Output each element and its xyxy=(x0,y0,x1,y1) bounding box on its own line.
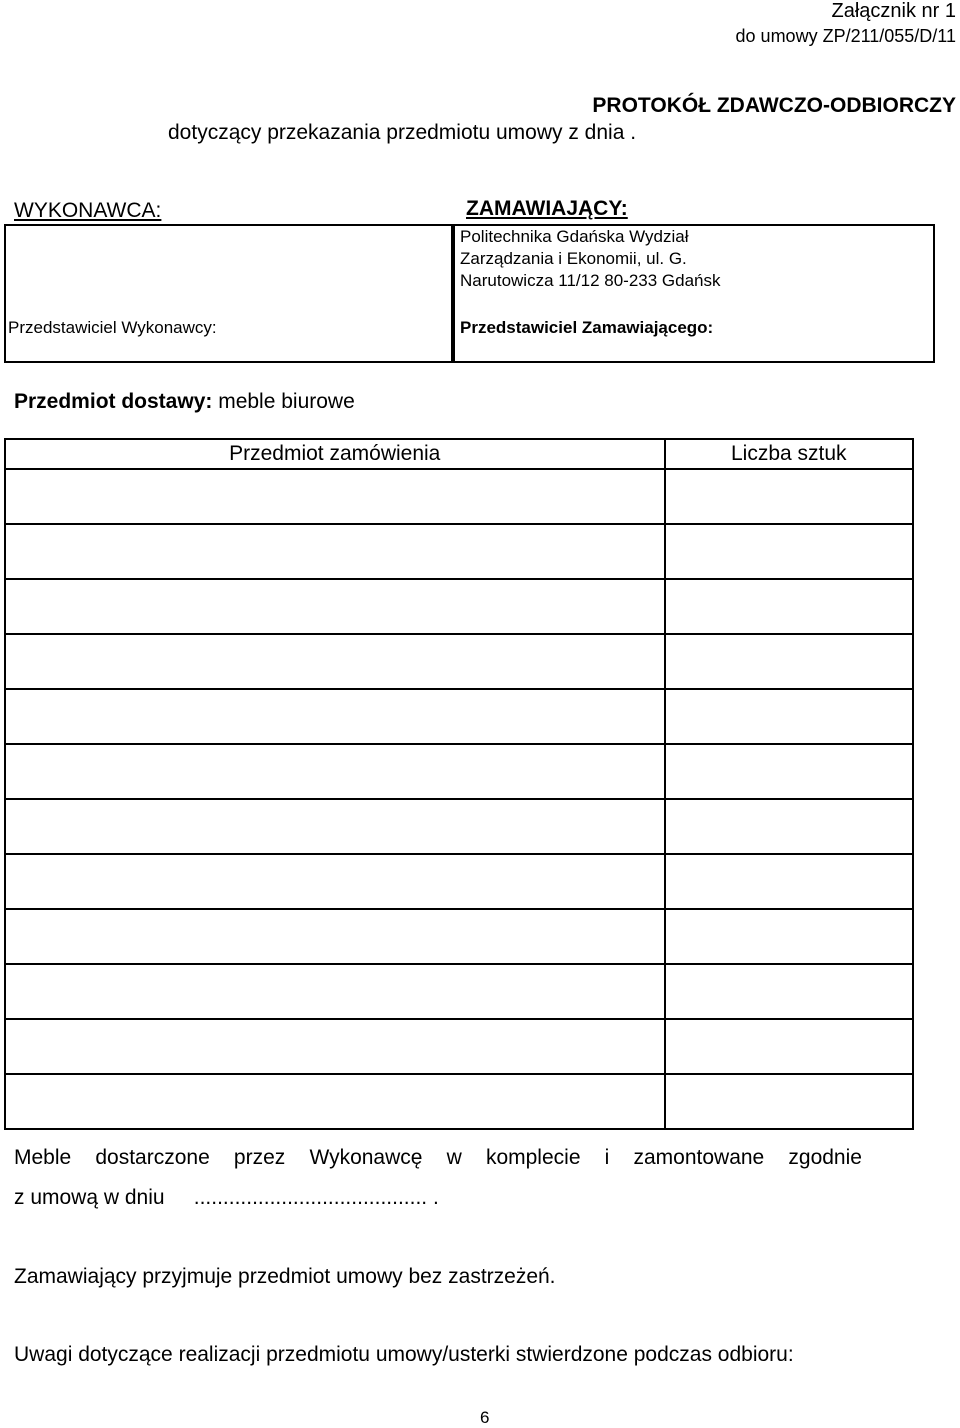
table-row xyxy=(5,689,913,744)
table-row xyxy=(5,579,913,634)
statement-word: przez xyxy=(233,1146,286,1169)
item-cell[interactable] xyxy=(5,1019,665,1074)
table-row xyxy=(5,909,913,964)
delivery-statement-line2: z umową w dniu ........................................ . xyxy=(14,1186,439,1209)
statement-word: dostarczone xyxy=(95,1146,210,1169)
item-cell[interactable] xyxy=(5,579,665,634)
item-cell[interactable] xyxy=(5,799,665,854)
item-cell[interactable] xyxy=(5,744,665,799)
item-cell[interactable] xyxy=(5,1074,665,1129)
delivery-statement-line1 xyxy=(14,1146,894,1170)
table-row xyxy=(5,744,913,799)
table-row xyxy=(5,1074,913,1129)
item-cell[interactable] xyxy=(5,854,665,909)
quantity-cell[interactable] xyxy=(665,634,914,689)
item-cell[interactable] xyxy=(5,689,665,744)
statement-word: Wykonawcę xyxy=(309,1146,423,1169)
quantity-cell[interactable] xyxy=(665,1074,914,1129)
table-row xyxy=(5,469,913,524)
annex-number: Załącznik nr 1 xyxy=(831,0,956,22)
delivery-subject-label: Przedmiot dostawy: xyxy=(14,390,213,413)
table-row xyxy=(5,634,913,689)
item-cell[interactable] xyxy=(5,524,665,579)
order-items-table xyxy=(4,438,914,1130)
table-row xyxy=(5,799,913,854)
item-cell[interactable] xyxy=(5,634,665,689)
delivery-subject xyxy=(14,390,355,414)
column-header-item: Przedmiot zamówienia xyxy=(5,439,665,469)
table-row xyxy=(5,524,913,579)
statement-word: komplecie xyxy=(485,1146,581,1169)
table-header-row xyxy=(5,439,913,469)
quantity-cell[interactable] xyxy=(665,909,914,964)
quantity-cell[interactable] xyxy=(665,524,914,579)
column-header-quantity: Liczba sztuk xyxy=(665,439,914,469)
table-row xyxy=(5,1019,913,1074)
statement-word: i xyxy=(604,1146,610,1169)
contractor-label: WYKONAWCA: xyxy=(14,199,162,222)
ordering-party-address: Politechnika Gdańska Wydział Zarządzania i Ekonomii, ul. G. Narutowicza 11/12 80-233 Gdańsk xyxy=(460,227,721,290)
statement-word: w xyxy=(446,1146,462,1169)
statement-word: zgodnie xyxy=(788,1146,862,1169)
contractor-box xyxy=(4,224,453,363)
quantity-cell[interactable] xyxy=(665,744,914,799)
acceptance-statement: Zamawiający przyjmuje przedmiot umowy bez zastrzeżeń. xyxy=(14,1265,556,1288)
table-row xyxy=(5,854,913,909)
contract-reference: do umowy ZP/211/055/D/11 xyxy=(735,26,956,46)
table-row xyxy=(5,964,913,1019)
ordering-party-label: ZAMAWIAJĄCY: xyxy=(466,197,628,220)
document-subtitle: dotyczący przekazania przedmiotu umowy z dnia . xyxy=(168,121,637,144)
statement-word: zamontowane xyxy=(633,1146,765,1169)
quantity-cell[interactable] xyxy=(665,1019,914,1074)
contractor-representative-label: Przedstawiciel Wykonawcy: xyxy=(8,318,217,337)
quantity-cell[interactable] xyxy=(665,854,914,909)
statement-word: Meble xyxy=(14,1146,72,1169)
delivery-subject-value: meble biurowe xyxy=(212,390,355,413)
ordering-representative-label: Przedstawiciel Zamawiającego: xyxy=(460,318,714,337)
quantity-cell[interactable] xyxy=(665,799,914,854)
item-cell[interactable] xyxy=(5,909,665,964)
remarks-label: Uwagi dotyczące realizacji przedmiotu umowy/usterki stwierdzone podczas odbioru: xyxy=(14,1343,794,1366)
quantity-cell[interactable] xyxy=(665,469,914,524)
page-number: 6 xyxy=(480,1408,490,1427)
document-title: PROTOKÓŁ ZDAWCZO-ODBIORCZY xyxy=(592,94,956,117)
quantity-cell[interactable] xyxy=(665,964,914,1019)
item-cell[interactable] xyxy=(5,469,665,524)
quantity-cell[interactable] xyxy=(665,689,914,744)
item-cell[interactable] xyxy=(5,964,665,1019)
quantity-cell[interactable] xyxy=(665,579,914,634)
